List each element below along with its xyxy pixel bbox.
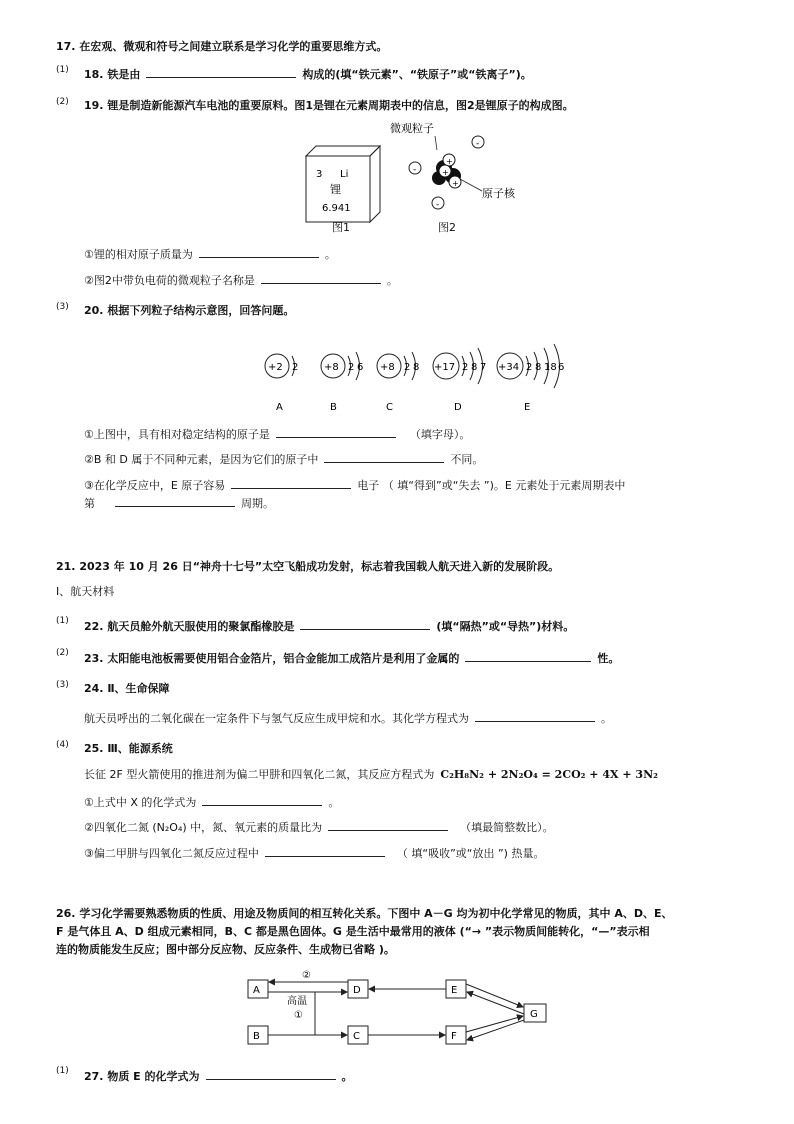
q19-text: 19. 锂是制造新能源汽车电池的重要原料。图1是锂在元素周期表中的信息，图2是锂原子的构成图。 (84, 99, 574, 112)
svg-text:D: D (353, 985, 361, 996)
q22-pre: 22. 航天员舱外航天服使用的聚氯酯橡胶是 (84, 620, 295, 633)
q25-sub1 (84, 794, 339, 810)
q25-sub1-post: 。 (328, 796, 340, 809)
q20-sub2-blank[interactable] (324, 451, 444, 463)
svg-text:+2: +2 (268, 362, 283, 373)
q19-sub1-post: 。 (324, 248, 336, 261)
q19-sub1-pre: ①锂的相对原子质量为 (84, 248, 193, 261)
svg-text:2: 2 (404, 362, 411, 373)
section-aerospace-materials: Ⅰ、航天材料 (56, 585, 115, 598)
q25-sub2-pre: ②四氧化二氮 (N₂O₄) 中，氮、氧元素的质量比为 (84, 821, 323, 834)
svg-text:18: 18 (544, 362, 557, 373)
proton-sign: + (442, 168, 449, 177)
q25-text: 25. Ⅲ、能源系统 (84, 742, 173, 755)
q24-text: 24. Ⅱ、生命保障 (84, 682, 170, 695)
q27-post: 。 (341, 1070, 353, 1083)
q20-sub1-pre: ①上图中，具有相对稳定结构的原子是 (84, 428, 270, 441)
q20-sub3b-post: 周期。 (241, 497, 274, 510)
element-mass: 6.941 (322, 203, 351, 214)
q27-pre: 27. 物质 E 的化学式为 (84, 1070, 200, 1083)
svg-text:6: 6 (558, 362, 565, 373)
element-name: 锂 (330, 183, 341, 196)
q20-sub2-pre: ②B 和 D 属于不同种元素，是因为它们的原子中 (84, 453, 319, 466)
q25-sub3-blank[interactable] (265, 845, 385, 857)
q25-sub3-post: （ 填“吸收”或“放出 ”) 热量。 (396, 847, 545, 860)
svg-text:E: E (451, 985, 458, 996)
lithium-atom-diagram (390, 116, 530, 216)
q20-sub3b (84, 495, 274, 511)
q22-line (84, 618, 574, 634)
q27-number: (1) (56, 1066, 69, 1076)
svg-text:2: 2 (462, 362, 469, 373)
structure-c (377, 352, 419, 413)
q25-line-text: 长征 2F 型火箭使用的推进剂为偏二甲肼和四氧化二氮，其反应方程式为 (84, 768, 435, 781)
reaction-label-2: ② (302, 970, 311, 981)
q21-text: 21. 2023 年 10 月 26 日“神舟十七号”太空飞船成功发射，标志着我国载人航天进入新的发展阶段。 (56, 560, 560, 573)
svg-text:6: 6 (357, 362, 364, 373)
q20-sub3-post: 电子 （ 填“得到”或“失去 ”)。E 元素处于元素周期表中 (357, 479, 626, 492)
q18-pre: 18. 铁是由 (84, 68, 141, 81)
label-e: E (524, 402, 531, 413)
q20-sub1-post: （填字母）。 (409, 428, 471, 441)
svg-text:+34: +34 (498, 362, 520, 373)
fig1-caption: 图1 (332, 221, 350, 234)
structure-a (265, 354, 298, 413)
q24-line (84, 710, 612, 726)
svg-text:2: 2 (348, 362, 355, 373)
electron-sign: - (413, 165, 417, 175)
q18-post: 构成的(填“铁元素”、“铁原子”或“铁离子”)。 (302, 68, 532, 81)
electron-sign: - (476, 139, 480, 149)
q20-number: (3) (56, 302, 69, 312)
q25-sub3 (84, 845, 544, 861)
reaction-condition-heat: 高温 (287, 996, 307, 1007)
q20-sub3 (84, 477, 625, 493)
q24-number: (3) (56, 680, 69, 690)
q19-sub1-blank[interactable] (199, 246, 319, 258)
q23-pre: 23. 太阳能电池板需要使用铝合金箔片，铝合金能加工成箔片是利用了金属的 (84, 652, 460, 665)
q20-sub3b-blank[interactable] (115, 495, 235, 507)
svg-text:2: 2 (526, 362, 533, 373)
svg-text:F: F (451, 1031, 457, 1042)
structure-b (321, 352, 363, 413)
proton-sign: + (446, 157, 453, 166)
q20-sub1 (84, 426, 470, 442)
label-c: C (386, 402, 393, 413)
svg-text:7: 7 (480, 362, 487, 373)
svg-text:8: 8 (413, 362, 420, 373)
element-symbol: Li (340, 169, 349, 180)
q25-equation: C₂H₈N₂ + 2N₂O₄ = 2CO₂ + 4X + 3N₂ (440, 768, 658, 781)
svg-text:8: 8 (471, 362, 478, 373)
q20-sub2-post: 不同。 (450, 453, 484, 466)
q20-sub3-blank[interactable] (231, 477, 351, 489)
label-b: B (330, 402, 337, 413)
svg-text:+8: +8 (324, 362, 339, 373)
q25-sub2 (84, 819, 554, 835)
q18-line (84, 66, 532, 82)
q20-sub1-blank[interactable] (276, 426, 396, 438)
q20-sub3b-pre: 第 (84, 497, 95, 510)
q26-line3: 连的物质能发生反应；图中部分反应物、反应条件、生成物已省略 )。 (56, 943, 395, 956)
q22-post: (填“隔热”或“导热”)材料。 (436, 620, 575, 633)
q23-number: (2) (56, 648, 69, 658)
q22-blank[interactable] (300, 618, 430, 630)
particle-structure-diagrams (250, 344, 580, 416)
q24-blank[interactable] (475, 710, 595, 722)
q26-line1: 26. 学习化学需要熟悉物质的性质、用途及物质间的相互转化关系。下图中 A－G 均为初中化学常见的物质，其中 A、D、E、 (56, 907, 673, 920)
q22-number: (1) (56, 616, 69, 626)
q20-sub2 (84, 451, 483, 467)
svg-text:A: A (253, 985, 260, 996)
q27-blank[interactable] (206, 1068, 336, 1080)
substance-relationship-diagram (240, 962, 560, 1052)
q17-text: 17. 在宏观、微观和符号之间建立联系是学习化学的重要思维方式。 (56, 40, 388, 53)
q25-sub3-pre: ③偏二甲肼与四氧化二氮反应过程中 (84, 847, 259, 860)
q25-sub1-pre: ①上式中 X 的化学式为 (84, 796, 197, 809)
label-a: A (276, 402, 283, 413)
svg-text:G: G (530, 1009, 538, 1020)
q25-sub2-post: （填最简整数比）。 (460, 821, 554, 834)
q23-line (84, 650, 619, 666)
structure-d (433, 348, 486, 413)
q19-sub1 (84, 246, 336, 262)
q24-line-pre: 航天员呼出的二氧化碳在一定条件下与氢气反应生成甲烷和水。其化学方程式为 (84, 712, 469, 725)
nucleus-label: 原子核 (482, 187, 515, 200)
reaction-label-1: ① (294, 1010, 303, 1021)
svg-text:B: B (253, 1031, 260, 1042)
svg-text:+17: +17 (434, 362, 456, 373)
q25-sub2-blank[interactable] (328, 819, 448, 831)
q25-line (84, 768, 658, 782)
q27-line (84, 1068, 353, 1084)
q24-line-post: 。 (601, 712, 612, 725)
svg-text:+8: +8 (380, 362, 395, 373)
electron-sign: - (436, 200, 440, 210)
svg-text:C: C (353, 1031, 360, 1042)
q19-sub2-blank[interactable] (261, 272, 381, 284)
q26-line2: F 是气体且 A、D 组成元素相同，B、C 都是黑色固体。G 是生活中最常用的液体 (“→ ”表示物质间能转化，“—”表示相 (56, 925, 650, 938)
structure-e (497, 344, 564, 413)
svg-text:2: 2 (292, 362, 299, 373)
q18-number: (1) (56, 65, 69, 75)
q19-sub2 (84, 272, 398, 288)
q23-post: 性。 (597, 652, 620, 665)
q20-sub3-pre: ③在化学反应中，E 原子容易 (84, 479, 226, 492)
q25-number: (4) (56, 740, 69, 750)
micro-particle-label: 微观粒子 (390, 122, 434, 135)
element-number: 3 (316, 169, 323, 180)
q18-answer-blank[interactable] (146, 66, 296, 78)
q20-text: 20. 根据下列粒子结构示意图，回答问题。 (84, 304, 295, 317)
q19-number: (2) (56, 97, 69, 107)
proton-sign: + (452, 179, 459, 188)
q23-blank[interactable] (465, 650, 591, 662)
fig2-caption: 图2 (438, 221, 456, 234)
label-d: D (454, 402, 462, 413)
svg-text:8: 8 (535, 362, 542, 373)
q19-sub2-pre: ②图2中带负电荷的微观粒子名称是 (84, 274, 255, 287)
q25-sub1-blank[interactable] (202, 794, 322, 806)
q19-sub2-post: 。 (386, 274, 398, 287)
